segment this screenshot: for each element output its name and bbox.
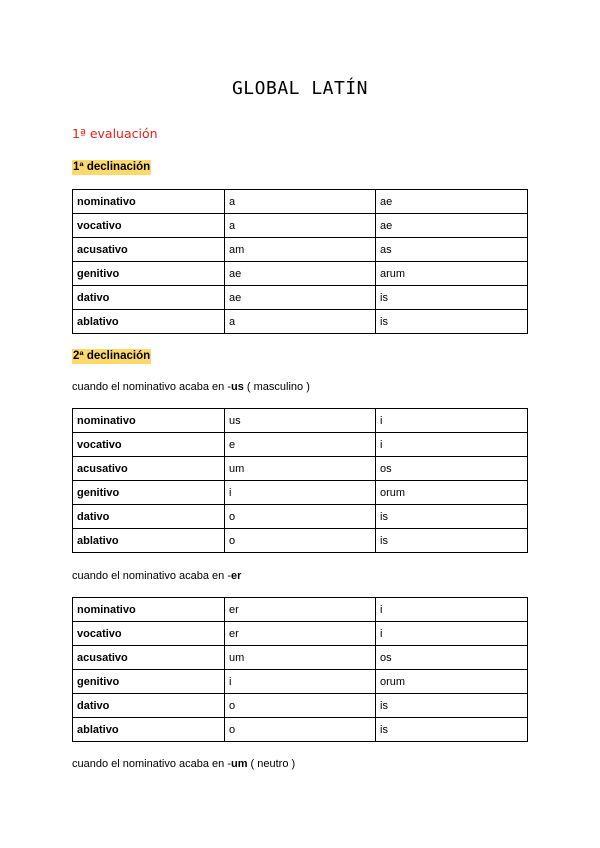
decl2-er-table bbox=[72, 597, 528, 742]
case-name-cell: ablativo bbox=[73, 529, 225, 553]
singular-ending-cell: e bbox=[225, 433, 376, 457]
note-text: cuando el nominativo acaba en - bbox=[72, 570, 231, 582]
plural-ending-cell: is bbox=[376, 718, 528, 742]
case-name-cell: nominativo bbox=[73, 190, 225, 214]
plural-ending-cell: orum bbox=[376, 670, 528, 694]
singular-ending-cell: i bbox=[225, 481, 376, 505]
plural-ending-cell: is bbox=[376, 529, 528, 553]
case-name-cell: dativo bbox=[73, 505, 225, 529]
plural-ending-cell: i bbox=[376, 598, 528, 622]
case-name-cell: genitivo bbox=[73, 670, 225, 694]
case-name-cell: nominativo bbox=[73, 598, 225, 622]
plural-ending-cell: arum bbox=[376, 262, 528, 286]
plural-ending-cell: ae bbox=[376, 190, 528, 214]
note-text: cuando el nominativo acaba en - bbox=[72, 381, 231, 393]
plural-ending-cell: orum bbox=[376, 481, 528, 505]
singular-ending-cell: a bbox=[225, 214, 376, 238]
evaluation-heading: 1ª evaluación bbox=[72, 126, 158, 141]
note-ending: er bbox=[231, 570, 242, 582]
note-ending: us bbox=[231, 381, 244, 393]
singular-ending-cell: o bbox=[225, 529, 376, 553]
case-name-cell: genitivo bbox=[73, 481, 225, 505]
table-row bbox=[73, 433, 528, 457]
table-row bbox=[73, 646, 528, 670]
decl2-us-table bbox=[72, 408, 528, 553]
case-name-cell: vocativo bbox=[73, 622, 225, 646]
table-row bbox=[73, 310, 528, 334]
table-row bbox=[73, 622, 528, 646]
plural-ending-cell: os bbox=[376, 457, 528, 481]
page-title: GLOBAL LATÍN bbox=[231, 78, 369, 99]
plural-ending-cell: is bbox=[376, 694, 528, 718]
case-name-cell: ablativo bbox=[73, 310, 225, 334]
case-name-cell: acusativo bbox=[73, 238, 225, 262]
case-name-cell: vocativo bbox=[73, 214, 225, 238]
singular-ending-cell: o bbox=[225, 718, 376, 742]
table-row bbox=[73, 409, 528, 433]
table-row bbox=[73, 262, 528, 286]
note-er bbox=[72, 569, 241, 583]
singular-ending-cell: a bbox=[225, 190, 376, 214]
table-row bbox=[73, 598, 528, 622]
plural-ending-cell: ae bbox=[376, 214, 528, 238]
singular-ending-cell: am bbox=[225, 238, 376, 262]
singular-ending-cell: o bbox=[225, 505, 376, 529]
singular-ending-cell: er bbox=[225, 598, 376, 622]
table-row bbox=[73, 457, 528, 481]
table-row bbox=[73, 190, 528, 214]
case-name-cell: ablativo bbox=[73, 718, 225, 742]
table-row bbox=[73, 718, 528, 742]
table-row bbox=[73, 670, 528, 694]
singular-ending-cell: i bbox=[225, 670, 376, 694]
singular-ending-cell: a bbox=[225, 310, 376, 334]
plural-ending-cell: os bbox=[376, 646, 528, 670]
singular-ending-cell: ae bbox=[225, 262, 376, 286]
plural-ending-cell: is bbox=[376, 286, 528, 310]
table-row bbox=[73, 481, 528, 505]
decl1-heading: 1ª declinación bbox=[73, 161, 151, 173]
table-row bbox=[73, 694, 528, 718]
decl1-table bbox=[72, 189, 528, 334]
table-row bbox=[73, 529, 528, 553]
case-name-cell: nominativo bbox=[73, 409, 225, 433]
singular-ending-cell: um bbox=[225, 646, 376, 670]
singular-ending-cell: ae bbox=[225, 286, 376, 310]
plural-ending-cell: as bbox=[376, 238, 528, 262]
plural-ending-cell: is bbox=[376, 505, 528, 529]
table-row bbox=[73, 505, 528, 529]
case-name-cell: genitivo bbox=[73, 262, 225, 286]
note-text: ( neutro ) bbox=[247, 758, 296, 770]
case-name-cell: acusativo bbox=[73, 646, 225, 670]
plural-ending-cell: i bbox=[376, 409, 528, 433]
note-um bbox=[72, 757, 295, 771]
singular-ending-cell: o bbox=[225, 694, 376, 718]
note-us bbox=[72, 380, 310, 394]
singular-ending-cell: us bbox=[225, 409, 376, 433]
plural-ending-cell: i bbox=[376, 433, 528, 457]
case-name-cell: dativo bbox=[73, 694, 225, 718]
note-text: ( masculino ) bbox=[243, 381, 310, 393]
note-ending: um bbox=[231, 758, 248, 770]
case-name-cell: dativo bbox=[73, 286, 225, 310]
plural-ending-cell: is bbox=[376, 310, 528, 334]
case-name-cell: vocativo bbox=[73, 433, 225, 457]
case-name-cell: acusativo bbox=[73, 457, 225, 481]
singular-ending-cell: er bbox=[225, 622, 376, 646]
singular-ending-cell: um bbox=[225, 457, 376, 481]
decl2-heading: 2ª declinación bbox=[73, 350, 151, 362]
table-row bbox=[73, 286, 528, 310]
table-row bbox=[73, 238, 528, 262]
note-text: cuando el nominativo acaba en - bbox=[72, 758, 231, 770]
table-row bbox=[73, 214, 528, 238]
plural-ending-cell: i bbox=[376, 622, 528, 646]
